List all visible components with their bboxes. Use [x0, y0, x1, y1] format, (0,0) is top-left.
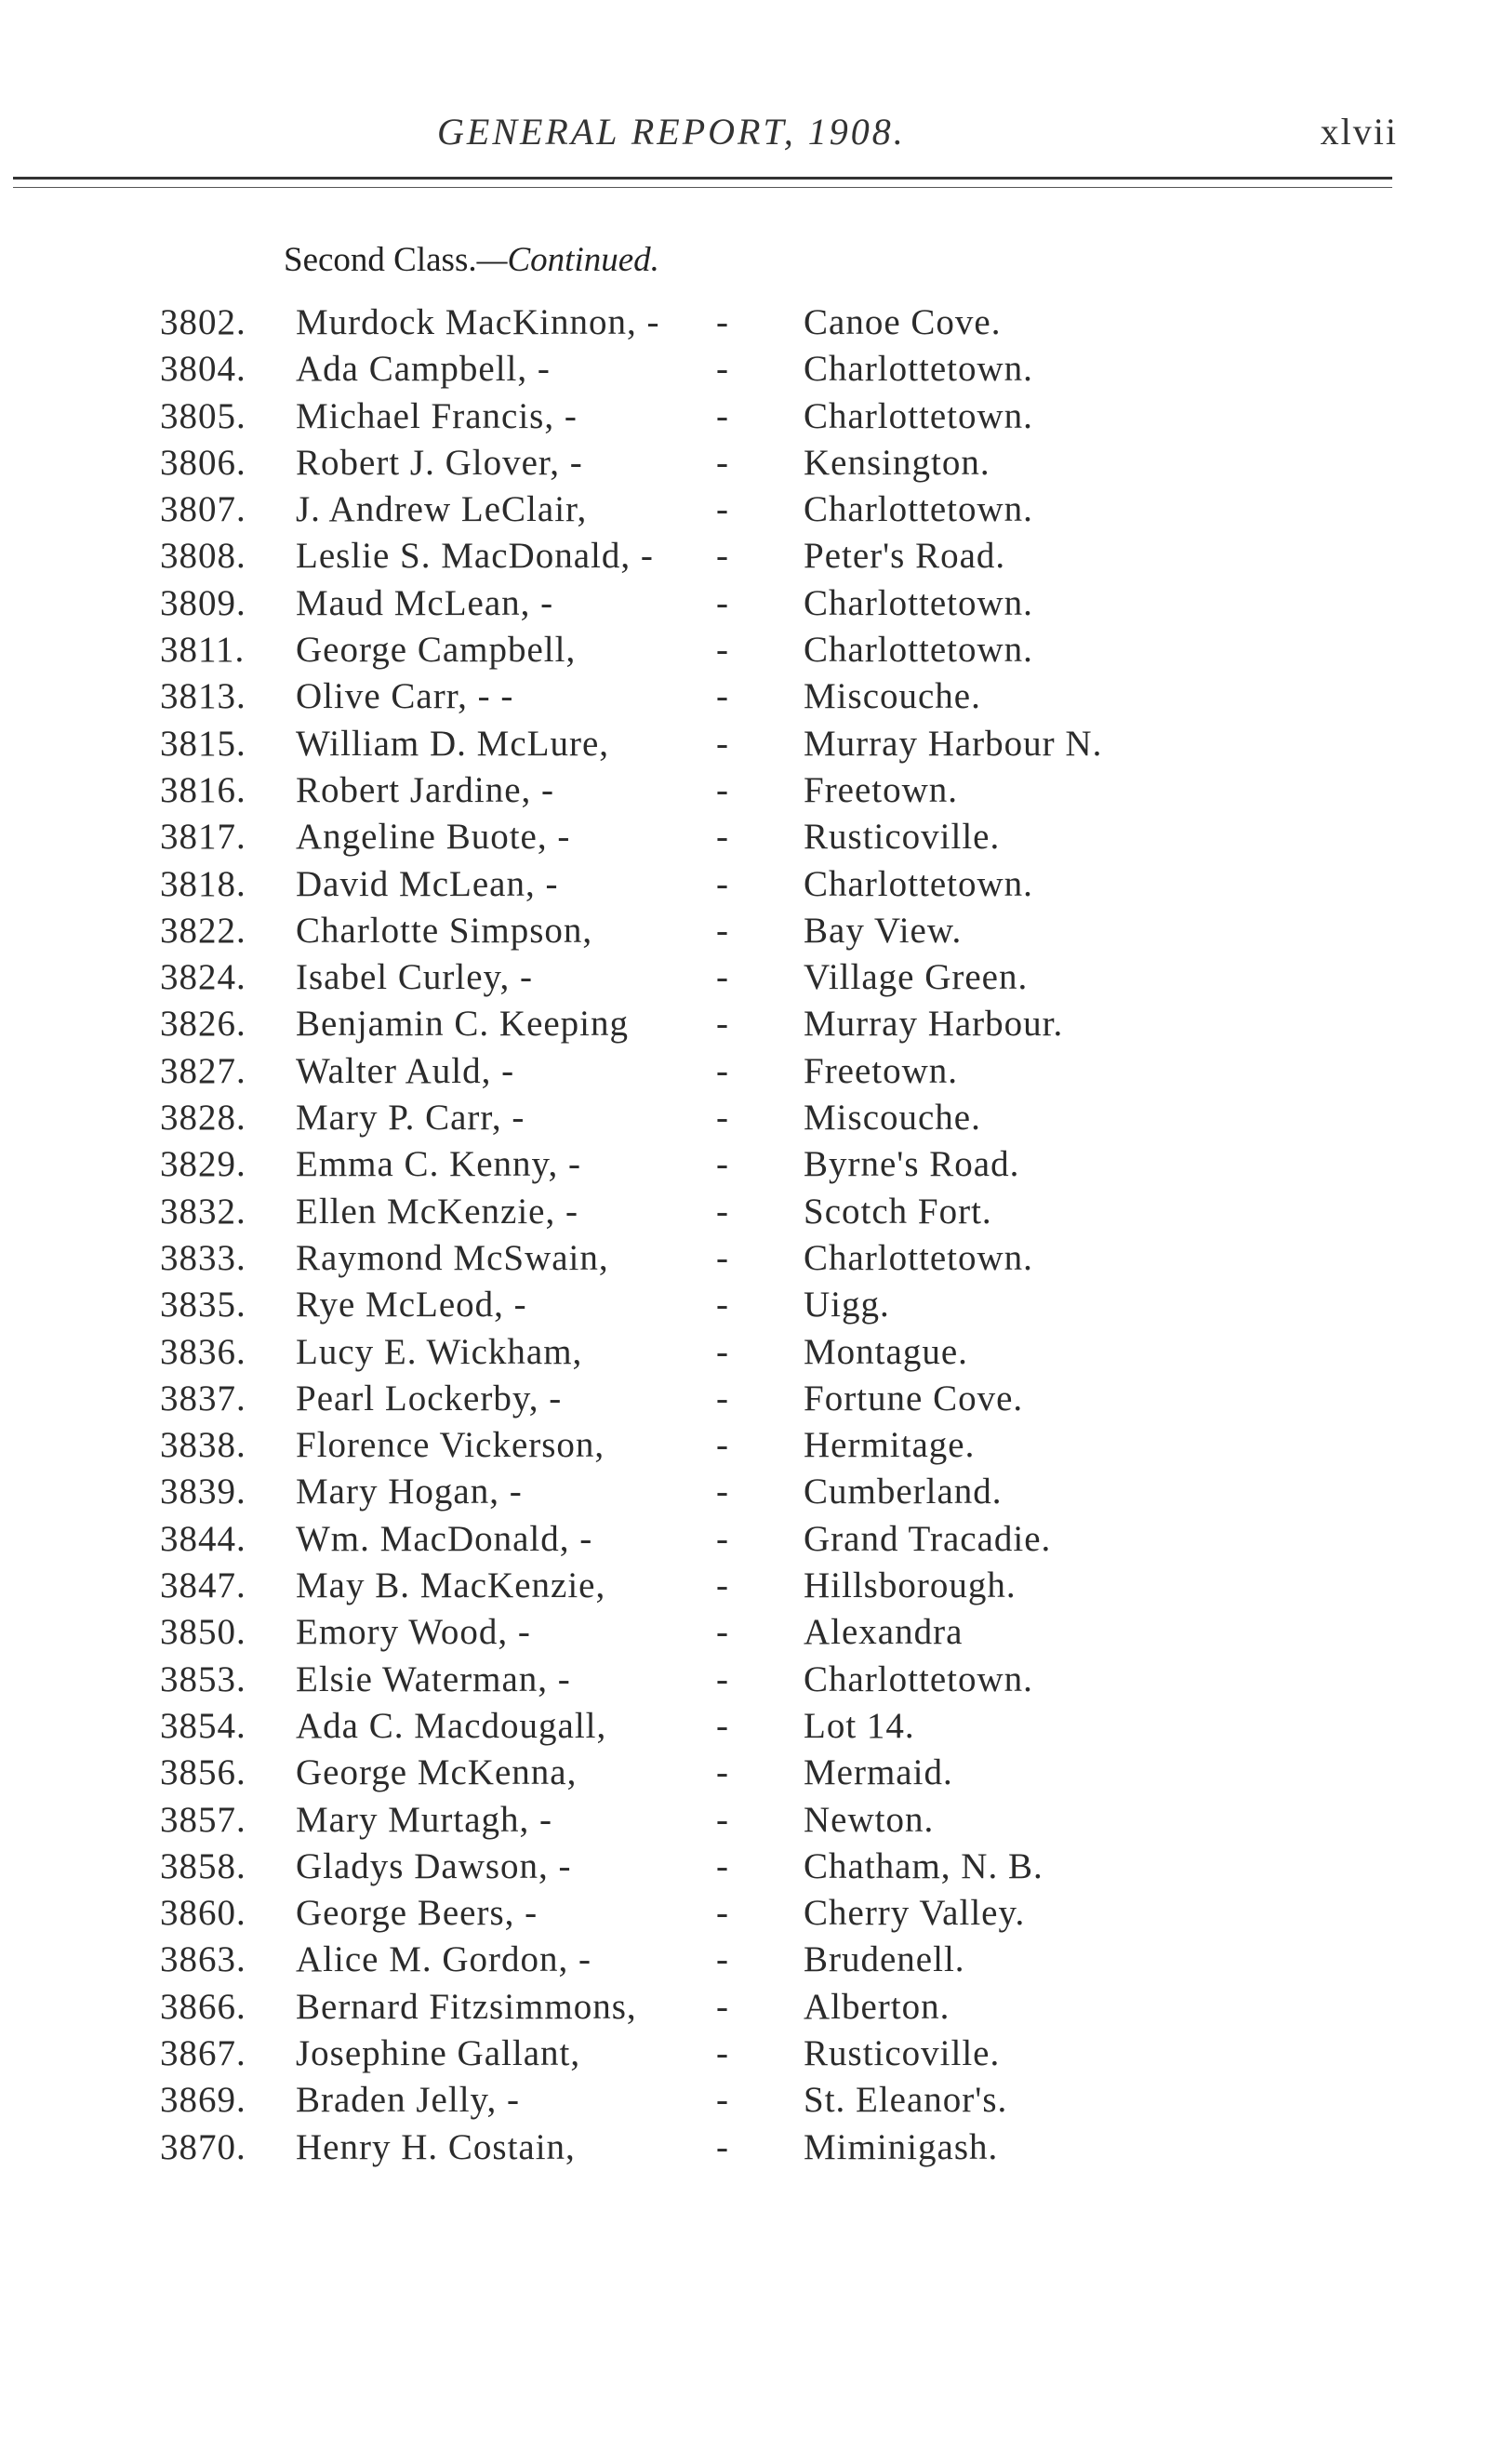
entry-separator: - — [716, 395, 728, 436]
entry-number: 3818. — [160, 863, 246, 904]
entry-number: 3832. — [160, 1191, 246, 1232]
entry-place: Grand Tracadie. — [804, 1518, 1052, 1559]
entry-place: Murray Harbour N. — [804, 723, 1103, 764]
entry-place: Miscouche. — [804, 1098, 981, 1139]
entry-place: Village Green. — [804, 957, 1029, 998]
header-rule-thick — [13, 177, 1392, 180]
entry-separator: - — [716, 1237, 728, 1278]
entry-place: Uigg. — [804, 1285, 890, 1325]
entry-name: Ellen McKenzie, - — [296, 1191, 578, 1232]
list-item — [0, 300, 1502, 346]
entry-place: Miminigash. — [804, 2126, 999, 2167]
list-item — [0, 580, 1502, 627]
entry-number: 3828. — [160, 1098, 246, 1139]
list-item — [0, 767, 1502, 814]
entry-place: Kensington. — [804, 442, 990, 483]
entry-number: 3824. — [160, 957, 246, 998]
entry-name: Angeline Buote, - — [296, 817, 571, 858]
section-continued-label: —Continued. — [476, 241, 659, 279]
list-item — [0, 1141, 1502, 1188]
list-item — [0, 440, 1502, 486]
entry-name: Murdock MacKinnon, - — [296, 302, 660, 342]
entry-name: Emma C. Kenny, - — [296, 1144, 581, 1185]
entry-name: Benjamin C. Keeping — [296, 1004, 630, 1045]
entry-separator: - — [716, 910, 728, 951]
entry-name: Braden Jelly, - — [296, 2080, 520, 2121]
entry-place: Alexandra — [804, 1612, 964, 1653]
section-heading-label: Second Class. — [284, 241, 477, 279]
page-title: GENERAL REPORT, 1908. — [437, 111, 906, 153]
entry-name: Charlotte Simpson, — [296, 910, 593, 951]
entry-separator: - — [716, 1799, 728, 1840]
entry-number: 3836. — [160, 1331, 246, 1372]
entry-place: Charlottetown. — [804, 630, 1033, 671]
entry-name: Maud McLean, - — [296, 582, 554, 623]
entry-name: Isabel Curley, - — [296, 957, 533, 998]
entry-name: Rye McLeod, - — [296, 1285, 527, 1325]
entry-number: 3837. — [160, 1378, 246, 1418]
entry-place: Murray Harbour. — [804, 1004, 1064, 1045]
entry-separator: - — [716, 2126, 728, 2167]
entry-number: 3811. — [160, 630, 246, 671]
entry-place: Freetown. — [804, 769, 959, 810]
entry-place: Hermitage. — [804, 1425, 976, 1466]
list-item — [0, 1703, 1502, 1750]
entry-number: 3827. — [160, 1050, 246, 1091]
header-rule-thin — [13, 187, 1392, 188]
list-item — [0, 2031, 1502, 2077]
entry-place: Charlottetown. — [804, 395, 1033, 436]
entry-separator: - — [716, 1752, 728, 1793]
entry-separator: - — [716, 1705, 728, 1746]
list-item — [0, 627, 1502, 673]
list-item — [0, 1422, 1502, 1469]
entry-number: 3863. — [160, 1939, 246, 1980]
entry-number: 3817. — [160, 817, 246, 858]
entry-separator: - — [716, 1098, 728, 1139]
entry-number: 3829. — [160, 1144, 246, 1185]
entry-separator: - — [716, 1285, 728, 1325]
entry-name: Ada Campbell, - — [296, 349, 551, 390]
list-item — [0, 1657, 1502, 1703]
entry-name: Josephine Gallant, — [296, 2032, 581, 2073]
entry-number: 3857. — [160, 1799, 246, 1840]
entry-number: 3815. — [160, 723, 246, 764]
entry-name: May B. MacKenzie, — [296, 1565, 606, 1606]
entry-separator: - — [716, 1845, 728, 1886]
entry-separator: - — [716, 863, 728, 904]
entry-separator: - — [716, 1893, 728, 1934]
entry-number: 3856. — [160, 1752, 246, 1793]
entry-name: David McLean, - — [296, 863, 559, 904]
entry-number: 3835. — [160, 1285, 246, 1325]
list-item — [0, 1095, 1502, 1141]
list-item — [0, 2124, 1502, 2171]
entry-number: 3816. — [160, 769, 246, 810]
entry-number: 3805. — [160, 395, 246, 436]
entry-separator: - — [716, 630, 728, 671]
entry-number: 3847. — [160, 1565, 246, 1606]
entry-number: 3808. — [160, 536, 246, 577]
entry-separator: - — [716, 349, 728, 390]
entry-name: Henry H. Costain, — [296, 2126, 576, 2167]
entry-separator: - — [716, 1565, 728, 1606]
list-item — [0, 1001, 1502, 1047]
entry-number: 3806. — [160, 442, 246, 483]
entry-name: Elsie Waterman, - — [296, 1658, 571, 1699]
entry-separator: - — [716, 2032, 728, 2073]
entry-number: 3826. — [160, 1004, 246, 1045]
list-item — [0, 1282, 1502, 1328]
entry-number: 3860. — [160, 1893, 246, 1934]
entry-separator: - — [716, 1425, 728, 1466]
entry-separator: - — [716, 1658, 728, 1699]
entry-place: St. Eleanor's. — [804, 2080, 1008, 2121]
entry-name: J. Andrew LeClair, — [296, 489, 588, 530]
entry-separator: - — [716, 1144, 728, 1185]
entry-number: 3854. — [160, 1705, 246, 1746]
list-item — [0, 1797, 1502, 1844]
entry-place: Byrne's Road. — [804, 1144, 1020, 1185]
list-item — [0, 1937, 1502, 1983]
list-item — [0, 393, 1502, 440]
entry-number: 3813. — [160, 676, 246, 717]
entry-number: 3850. — [160, 1612, 246, 1653]
entry-place: Rusticoville. — [804, 2032, 1001, 2073]
list-item — [0, 673, 1502, 720]
list-item — [0, 1469, 1502, 1515]
entry-name: Mary Murtagh, - — [296, 1799, 553, 1840]
list-item — [0, 486, 1502, 533]
list-item — [0, 1189, 1502, 1235]
entry-separator: - — [716, 1191, 728, 1232]
entry-number: 3802. — [160, 302, 246, 342]
entry-number: 3867. — [160, 2032, 246, 2073]
entry-separator: - — [716, 1612, 728, 1653]
list-item — [0, 2077, 1502, 2124]
entry-number: 3866. — [160, 1986, 246, 2027]
entry-number: 3838. — [160, 1425, 246, 1466]
entry-place: Charlottetown. — [804, 863, 1033, 904]
list-item — [0, 814, 1502, 860]
entry-number: 3822. — [160, 910, 246, 951]
entry-separator: - — [716, 1518, 728, 1559]
entry-place: Newton. — [804, 1799, 935, 1840]
entry-place: Charlottetown. — [804, 349, 1033, 390]
entry-place: Brudenell. — [804, 1939, 965, 1980]
entry-number: 3870. — [160, 2126, 246, 2167]
entry-separator: - — [716, 536, 728, 577]
list-item — [0, 1516, 1502, 1563]
entry-name: Ada C. Macdougall, — [296, 1705, 607, 1746]
entry-separator: - — [716, 1004, 728, 1045]
entry-name: Mary Hogan, - — [296, 1472, 523, 1512]
entry-number: 3807. — [160, 489, 246, 530]
entry-place: Charlottetown. — [804, 1658, 1033, 1699]
list-item — [0, 346, 1502, 393]
entry-number: 3844. — [160, 1518, 246, 1559]
entry-separator: - — [716, 489, 728, 530]
list-item — [0, 908, 1502, 954]
entry-place: Chatham, N. B. — [804, 1845, 1043, 1886]
entry-place: Fortune Cove. — [804, 1378, 1024, 1418]
entry-place: Hillsborough. — [804, 1565, 1017, 1606]
entry-place: Charlottetown. — [804, 1237, 1033, 1278]
running-header — [0, 110, 1502, 166]
list-item — [0, 954, 1502, 1001]
entry-name: William D. McLure, — [296, 723, 610, 764]
list-item — [0, 533, 1502, 579]
entry-name: George Campbell, — [296, 630, 577, 671]
entry-place: Canoe Cove. — [804, 302, 1002, 342]
list-item — [0, 721, 1502, 767]
section-heading — [284, 240, 659, 280]
list-item — [0, 1376, 1502, 1422]
entry-separator: - — [716, 1331, 728, 1372]
entry-place: Bay View. — [804, 910, 963, 951]
entry-place: Rusticoville. — [804, 817, 1001, 858]
list-item — [0, 861, 1502, 908]
entry-name: Leslie S. MacDonald, - — [296, 536, 654, 577]
entry-place: Charlottetown. — [804, 489, 1033, 530]
list-item — [0, 1609, 1502, 1656]
entry-number: 3853. — [160, 1658, 246, 1699]
entry-separator: - — [716, 817, 728, 858]
entry-name: Florence Vickerson, — [296, 1425, 605, 1466]
entry-separator: - — [716, 676, 728, 717]
list-item — [0, 1329, 1502, 1376]
list-item — [0, 1984, 1502, 2031]
list-item — [0, 1563, 1502, 1609]
entry-place: Cumberland. — [804, 1472, 1003, 1512]
entry-number: 3804. — [160, 349, 246, 390]
entry-place: Scotch Fort. — [804, 1191, 992, 1232]
entry-separator: - — [716, 769, 728, 810]
entry-place: Freetown. — [804, 1050, 959, 1091]
entry-name: George Beers, - — [296, 1893, 538, 1934]
entry-name: Wm. MacDonald, - — [296, 1518, 593, 1559]
entry-place: Alberton. — [804, 1986, 950, 2027]
entry-place: Mermaid. — [804, 1752, 953, 1793]
entry-separator: - — [716, 1050, 728, 1091]
entry-number: 3858. — [160, 1845, 246, 1886]
list-item — [0, 1890, 1502, 1937]
list-item — [0, 1235, 1502, 1282]
entry-name: Mary P. Carr, - — [296, 1098, 525, 1139]
list-item — [0, 1750, 1502, 1796]
entry-place: Miscouche. — [804, 676, 981, 717]
entry-name: Walter Auld, - — [296, 1050, 515, 1091]
entry-name: Bernard Fitzsimmons, — [296, 1986, 637, 2027]
entry-separator: - — [716, 442, 728, 483]
entry-place: Peter's Road. — [804, 536, 1006, 577]
entry-number: 3809. — [160, 582, 246, 623]
entry-place: Cherry Valley. — [804, 1893, 1026, 1934]
list-item — [0, 1048, 1502, 1095]
entry-name: Michael Francis, - — [296, 395, 578, 436]
entry-separator: - — [716, 302, 728, 342]
entry-name: Robert J. Glover, - — [296, 442, 583, 483]
entry-name: Pearl Lockerby, - — [296, 1378, 563, 1418]
entry-place: Montague. — [804, 1331, 968, 1372]
entry-separator: - — [716, 2080, 728, 2121]
entry-name: Robert Jardine, - — [296, 769, 555, 810]
entry-list — [0, 300, 1502, 2171]
entry-name: Gladys Dawson, - — [296, 1845, 572, 1886]
entry-name: George McKenna, — [296, 1752, 578, 1793]
entry-name: Olive Carr, - - — [296, 676, 514, 717]
entry-separator: - — [716, 582, 728, 623]
entry-place: Charlottetown. — [804, 582, 1033, 623]
entry-number: 3839. — [160, 1472, 246, 1512]
entry-number: 3833. — [160, 1237, 246, 1278]
entry-name: Emory Wood, - — [296, 1612, 531, 1653]
entry-separator: - — [716, 723, 728, 764]
entry-name: Alice M. Gordon, - — [296, 1939, 592, 1980]
entry-number: 3869. — [160, 2080, 246, 2121]
page-number: xlvii — [1320, 111, 1398, 153]
entry-separator: - — [716, 957, 728, 998]
entry-separator: - — [716, 1472, 728, 1512]
list-item — [0, 1844, 1502, 1890]
entry-place: Lot 14. — [804, 1705, 915, 1746]
entry-name: Lucy E. Wickham, — [296, 1331, 583, 1372]
entry-separator: - — [716, 1378, 728, 1418]
entry-separator: - — [716, 1986, 728, 2027]
entry-separator: - — [716, 1939, 728, 1980]
entry-name: Raymond McSwain, — [296, 1237, 609, 1278]
